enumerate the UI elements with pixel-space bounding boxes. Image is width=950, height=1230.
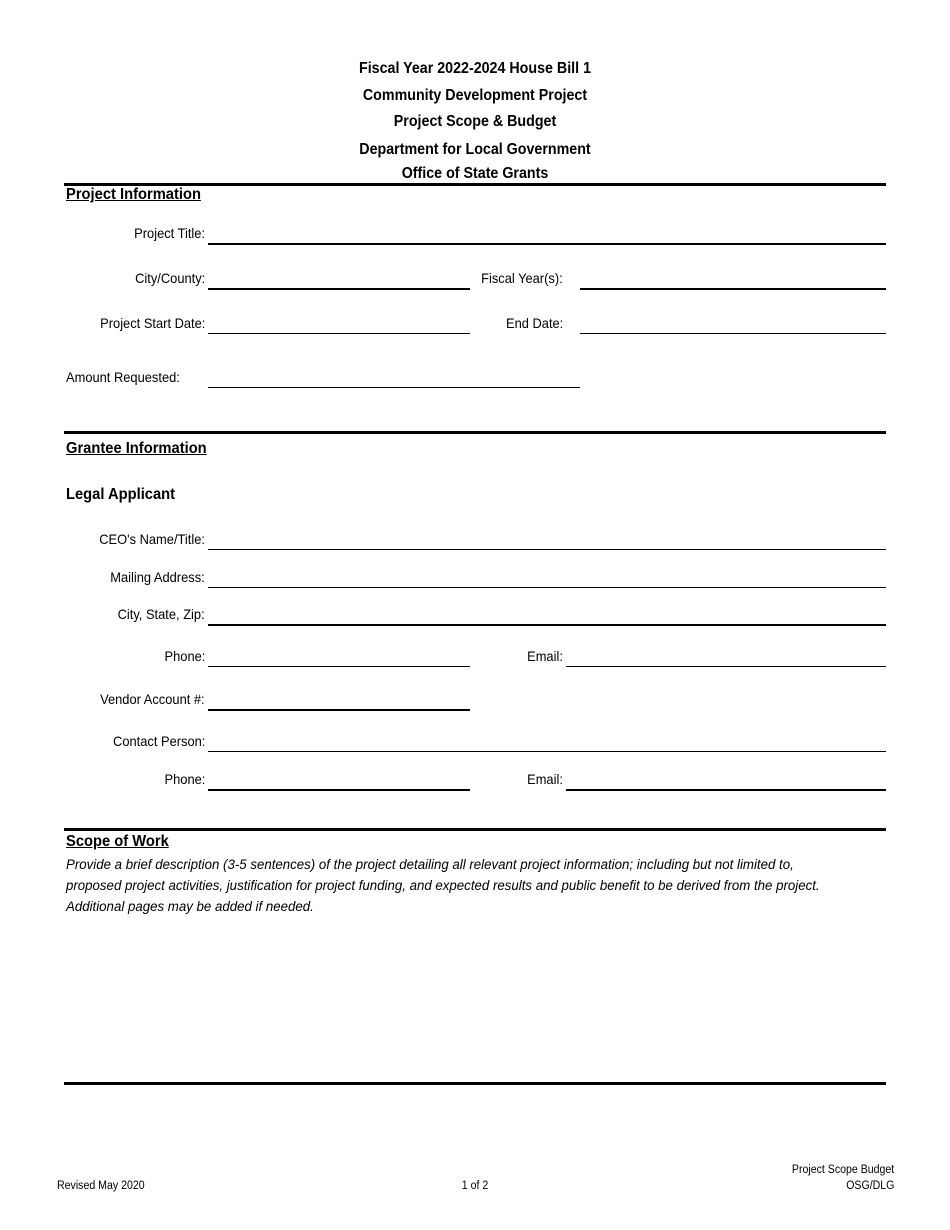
- project-title-field[interactable]: [208, 225, 886, 245]
- document-name: Project Scope Budget: [791, 1164, 894, 1176]
- section-title-grantee-information: Grantee Information: [66, 440, 207, 457]
- section-title-scope-of-work: Scope of Work: [66, 833, 169, 850]
- end-date-field[interactable]: [580, 315, 886, 334]
- scope-description: Provide a brief description (3-5 sentences) of the project detailing all relevant project information; including but not limited to, proposed project activities, justification for project funding, and expected results and public benefit to be derived from the project. Additional pages may be added if needed.: [66, 857, 820, 915]
- scope-of-work-area[interactable]: [66, 920, 886, 1078]
- start-date-field[interactable]: [208, 315, 470, 334]
- contact-email-label: Email:: [527, 771, 563, 787]
- header-title-line1: Fiscal Year 2022-2024 House Bill 1: [358, 60, 592, 77]
- city-state-zip-field[interactable]: [208, 606, 886, 626]
- email-field[interactable]: [566, 648, 886, 667]
- vendor-account-label: Vendor Account #:: [100, 691, 205, 707]
- contact-email-field[interactable]: [566, 771, 886, 791]
- page-number: 1 of 2: [461, 1180, 489, 1192]
- header-title-line4: Department for Local Government: [359, 141, 591, 158]
- section-divider: [64, 1082, 886, 1085]
- end-date-label: End Date:: [505, 315, 563, 331]
- ceo-name-field[interactable]: [208, 531, 886, 550]
- amount-requested-label: Amount Requested:: [66, 369, 180, 385]
- contact-phone-field[interactable]: [208, 771, 470, 791]
- city-county-label: City/County:: [134, 270, 205, 286]
- header-title-line2: Community Development Project: [362, 87, 588, 104]
- contact-phone-label: Phone:: [164, 771, 205, 787]
- mailing-address-label: Mailing Address:: [110, 569, 205, 585]
- city-state-zip-label: City, State, Zip:: [117, 606, 205, 622]
- section-divider: [64, 431, 886, 434]
- city-county-field[interactable]: [208, 270, 470, 290]
- header-title-line5: Office of State Grants: [401, 165, 549, 182]
- email-label: Email:: [527, 648, 563, 664]
- mailing-address-field[interactable]: [208, 569, 886, 588]
- fiscal-years-field[interactable]: [580, 270, 886, 290]
- revised-date: Revised May 2020: [57, 1180, 145, 1192]
- amount-requested-field[interactable]: [208, 369, 580, 388]
- contact-person-label: Contact Person:: [112, 733, 205, 749]
- ceo-name-label: CEO's Name/Title:: [99, 531, 205, 547]
- legal-applicant-heading: Legal Applicant: [66, 486, 176, 503]
- section-divider: [64, 828, 886, 831]
- section-title-project-information: Project Information: [66, 186, 201, 203]
- phone-label: Phone:: [164, 648, 205, 664]
- vendor-account-field[interactable]: [208, 691, 470, 711]
- phone-field[interactable]: [208, 648, 470, 667]
- fiscal-years-label: Fiscal Year(s):: [481, 270, 563, 286]
- document-code: OSG/DLG: [845, 1180, 894, 1192]
- header-title-line3: Project Scope & Budget: [393, 113, 557, 130]
- contact-person-field[interactable]: [208, 733, 886, 752]
- project-title-label: Project Title:: [134, 225, 205, 241]
- start-date-label: Project Start Date:: [99, 315, 205, 331]
